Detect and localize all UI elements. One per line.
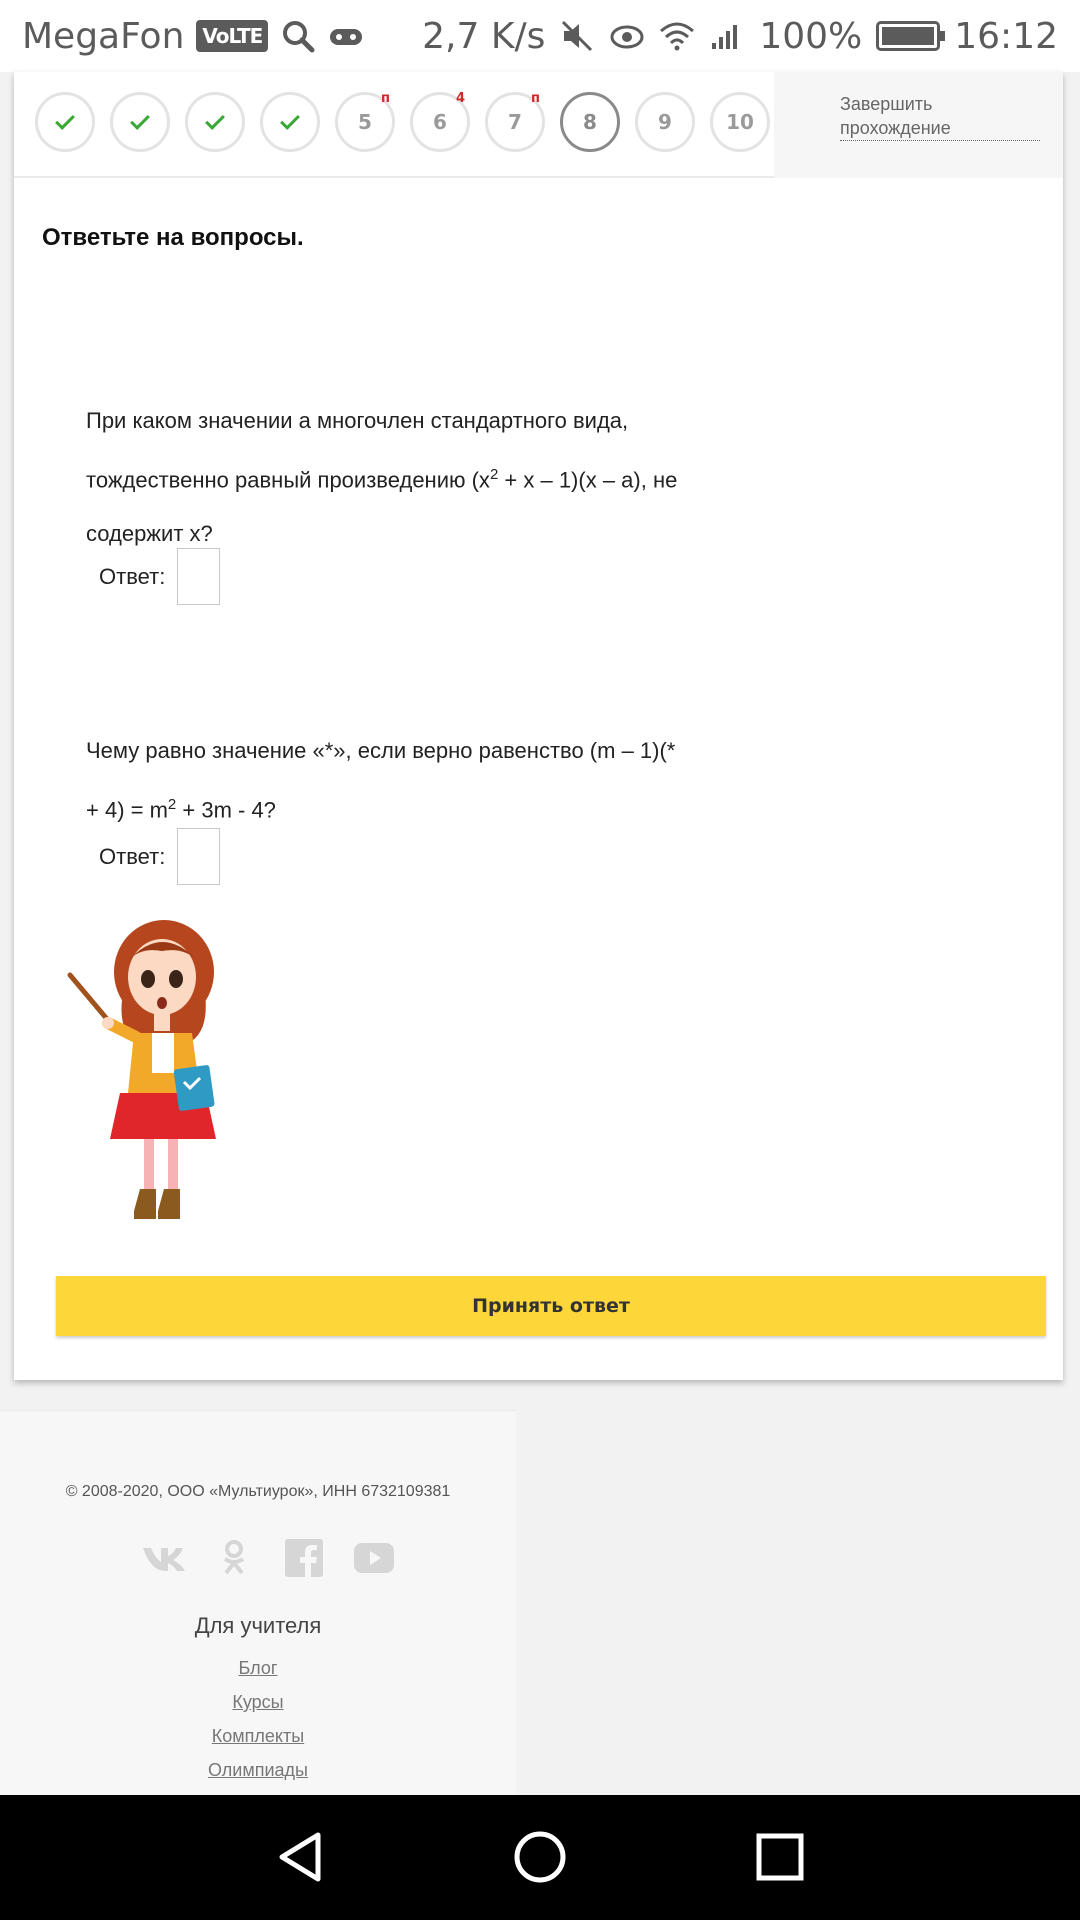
battery-icon [876,21,940,51]
question-2-answer-label: Ответ: [99,843,166,869]
footer [0,1410,516,1795]
step-5[interactable] [335,92,395,152]
teacher-illustration [64,917,244,1229]
volte-badge: VoLTE [196,20,268,52]
step-10[interactable] [710,92,770,152]
check-icon [205,110,225,130]
question-1-text [86,394,706,561]
check-icon [280,110,300,130]
step-number: 9 [658,110,672,134]
facebook-icon[interactable] [282,1539,326,1577]
step-number: 8 [583,110,597,134]
question-2-line-1: Чему равно значение «*», если верно равенство (m – 1)(* [86,738,676,763]
footer-link-kits[interactable]: Комплекты [211,1726,305,1746]
question-1-answer-input[interactable] [177,548,220,605]
footer-link-olympiads[interactable]: Олимпиады [208,1760,308,1780]
footer-heading: Для учителя [194,1613,322,1638]
step-2[interactable] [110,92,170,152]
question-1-line-3: содержит x? [86,521,213,547]
game-icon [328,18,364,54]
clock: 16:12 [954,15,1058,57]
question-2-exponent: 2 [167,796,177,813]
submit-answer-button[interactable]: Принять ответ [56,1276,1046,1336]
back-icon[interactable] [268,1825,332,1889]
question-2-line-2-end: + 3m - 4? [176,797,276,823]
mute-icon [559,18,595,54]
step-9[interactable] [635,92,695,152]
task-card [14,72,1063,1380]
step-mark: 4 [455,91,465,106]
search-icon [280,18,316,54]
step-8[interactable] [560,92,620,152]
question-1-line-1: При каком значении а многочлен стандартного вида, [86,408,629,433]
question-1-answer-label: Ответ: [99,563,166,589]
footer-link-blog[interactable]: Блог [238,1658,278,1678]
step-number: 10 [726,110,754,134]
question-1-answer-row [99,548,220,605]
status-bar [0,0,1080,72]
step-mark: п [531,91,540,106]
footer-links [0,1651,516,1787]
check-icon [130,110,150,130]
copyright: © 2008-2020, ООО «Мультиурок», ИНН 6732109381 [65,1483,451,1500]
youtube-icon[interactable] [352,1539,396,1577]
question-2-answer-input[interactable] [177,828,220,885]
step-mark: п [381,91,390,106]
question-2-line-2-start: + 4) = m [86,797,168,823]
vk-icon[interactable] [142,1539,186,1577]
task-title: Ответьте на вопросы. [42,224,304,251]
step-number: 5 [358,110,372,134]
step-1[interactable] [35,92,95,152]
network-speed: 2,7 K/s [422,15,546,57]
step-7[interactable] [485,92,545,152]
question-1-exponent: 2 [489,466,499,483]
eye-icon [609,18,645,54]
question-1-line-2-start: тождественно равный произведению (x [86,467,490,493]
step-3[interactable] [185,92,245,152]
recents-icon[interactable] [748,1825,812,1889]
carrier-name: MegaFon [22,15,185,57]
question-2-answer-row [99,828,220,885]
footer-link-courses[interactable]: Курсы [232,1692,284,1712]
signal-icon [709,18,745,54]
step-number: 7 [508,110,522,134]
finish-link[interactable]: Завершить прохождение [840,92,1040,141]
question-2-text [86,724,706,837]
check-icon [55,110,75,130]
step-6[interactable] [410,92,470,152]
android-nav-bar [0,1795,1080,1920]
home-icon[interactable] [508,1825,572,1889]
question-1-line-2-end: + x – 1)(x – a), не [498,467,678,493]
battery-level [882,27,934,45]
question-1-line-2 [86,448,706,507]
battery-percent: 100% [759,15,863,57]
step-4[interactable] [260,92,320,152]
social-links [142,1539,396,1577]
wifi-icon [659,18,695,54]
odnoklassniki-icon[interactable] [212,1539,256,1577]
step-number: 6 [433,110,447,134]
